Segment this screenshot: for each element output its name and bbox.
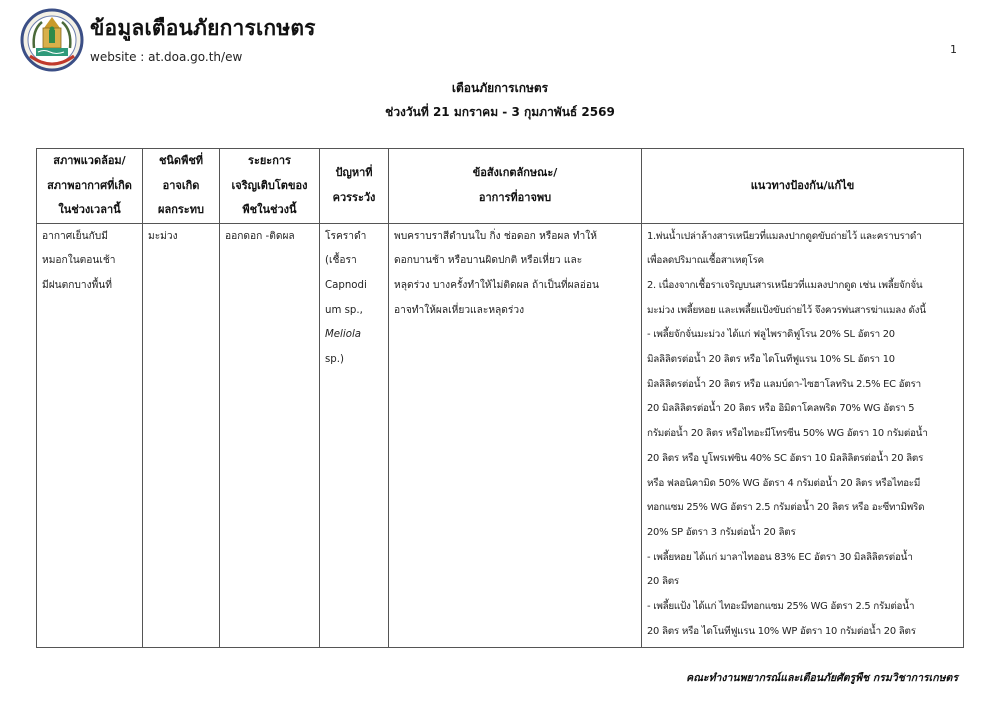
cell-symptoms: พบคราบราสีดำบนใบ กิ่ง ช่อดอก หรือผล ทำให้ ดอกบานช้า หรือบานผิดปกติ หรือเหี่ยว และ หลุดร่วง บางครั้งทำให้ไม่ติดผล ถ้าเป็นที่ผลอ่อน อาจทำให้ผลเหี่ยวและหลุดร่วง: [389, 223, 642, 647]
cell-problem: โรคราดำ (เชื้อรา Capnodi um sp., Meliola sp.): [320, 223, 389, 647]
doa-emblem-icon: [20, 8, 84, 72]
date-range: ช่วงวันที่ 21 มกราคม - 3 กุมภาพันธ์ 2569: [385, 105, 615, 119]
cell-environment: อากาศเย็นกับมี หมอกในตอนเช้า มีฝนตกบางพื้นที่: [37, 223, 143, 647]
header-growth-stage: ระยะการ เจริญเติบโตของ พืชในช่วงนี้: [220, 149, 320, 224]
header-remedy: แนวทางป้องกัน/แก้ไข: [642, 149, 964, 224]
section-title: เตือนภัยการเกษตร: [451, 81, 549, 95]
alert-table: [36, 148, 964, 648]
cell-crop: มะม่วง: [143, 223, 220, 647]
footer-credit: คณะทำงานพยากรณ์และเตือนภัยศัตรูพืช กรมวิชาการเกษตร: [686, 672, 958, 684]
header-problem: ปัญหาที่ ควรระวัง: [320, 149, 389, 224]
cell-remedy: 1.พ่นน้ำเปล่าล้างสารเหนียวที่แมลงปากดูดขับถ่ายไว้ และคราบราดำ เพื่อลดปริมาณเชื้อสาเหตุโรค 2. เนื่องจากเชื้อราเจริญบนสารเหนียวที่แมลงปากดูด เช่น เพลี้ยจักจั่น มะม่วง เพลี้ยหอย และเพลี้ยแป้งขับถ่ายไว้ จึงควรพ่นสารฆ่าแมลง ดังนี้ - เพลี้ยจักจั่นมะม่วง ได้แก่ ฟลูไพราดิฟูโรน 20% SL อัตรา 20 มิลลิลิตรต่อน้ำ 20 ลิตร หรือ ไดโนทีฟูแรน 10% SL อัตรา 10 มิลลิลิตรต่อน้ำ 20 ลิตร หรือ แลมบ์ดา-ไซฮาโลทริน 2.5% EC อัตรา 20 มิลลิลิตรต่อน้ำ 20 ลิตร หรือ อิมิดาโคลพริด 70% WG อัตรา 5 กรัมต่อน้ำ 20 ลิตร หรือไทอะมีโทรซีน 50% WG อัตรา 10 กรัมต่อน้ำ 20 ลิตร หรือ บูโพรเฟซิน 40% SC อัตรา 10 มิลลิลิตรต่อน้ำ 20 ลิตร หรือ ฟลอนิคามิด 50% WG อัตรา 4 กรัมต่อน้ำ 20 ลิตร หรือไทอะมี ทอกแซม 25% WG อัตรา 2.5 กรัมต่อน้ำ 20 ลิตร หรือ อะซีทามิพริด 20% SP อัตรา 3 กรัมต่อน้ำ 20 ลิตร - เพลี้ยหอย ได้แก่ มาลาไทออน 83% EC อัตรา 30 มิลลิลิตรต่อน้ำ 20 ลิตร - เพลี้ยแป้ง ได้แก่ ไทอะมีทอกแซม 25% WG อัตรา 2.5 กรัมต่อน้ำ 20 ลิตร หรือ ไดโนทีฟูแรน 10% WP อัตรา 10 กรัมต่อน้ำ 20 ลิตร: [642, 223, 964, 647]
header-environment: สภาพแวดล้อม/ สภาพอากาศที่เกิด ในช่วงเวลานี้: [37, 149, 143, 224]
page-number: 1: [950, 43, 957, 56]
cell-growth-stage: ออกดอก -ติดผล: [220, 223, 320, 647]
header-symptoms: ข้อสังเกตลักษณะ/ อาการที่อาจพบ: [389, 149, 642, 224]
table-header-row: [37, 149, 964, 224]
header-crop: ชนิดพืชที่ อาจเกิด ผลกระทบ: [143, 149, 220, 224]
table-row: [37, 223, 964, 647]
document-title: ข้อมูลเตือนภัยการเกษตร: [90, 16, 316, 40]
website-link[interactable]: website : at.doa.go.th/ew: [90, 50, 243, 64]
